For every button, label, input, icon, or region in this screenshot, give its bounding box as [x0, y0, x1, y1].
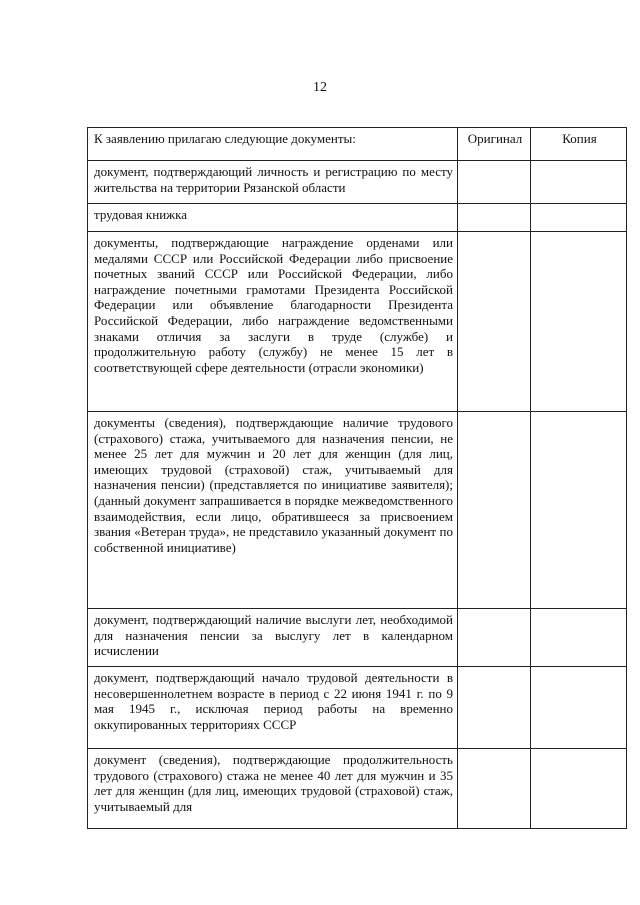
header-original: Оригинал	[458, 128, 531, 161]
page-number: 12	[313, 80, 327, 95]
copy-checkbox-cell[interactable]	[531, 232, 627, 412]
original-checkbox-cell[interactable]	[458, 609, 531, 667]
table-row	[88, 667, 627, 749]
document-description: трудовая книжка	[88, 204, 458, 232]
original-checkbox-cell[interactable]	[458, 667, 531, 749]
table-row	[88, 412, 627, 609]
copy-checkbox-cell[interactable]	[531, 161, 627, 204]
table-row	[88, 749, 627, 829]
original-checkbox-cell[interactable]	[458, 412, 531, 609]
table-header-row	[88, 128, 627, 161]
documents-table	[87, 127, 627, 829]
copy-checkbox-cell[interactable]	[531, 204, 627, 232]
copy-checkbox-cell[interactable]	[531, 412, 627, 609]
document-description: документы (сведения), подтверждающие наличие трудового (страхового) стажа, учитываемого для назначения пенсии, не менее 25 лет для мужчин и 20 лет для женщин (для лиц, имеющих трудовой (страховой) стаж, учитываемый для назначения пенсии) (представляется по инициативе заявителя); (данный документ запрашивается в порядке межведомственного взаимодействия, если лицо, обратившееся за присвоением звания «Ветеран труда», не представило указанный документ по собственной инициативе)	[88, 412, 458, 609]
table-row	[88, 232, 627, 412]
original-checkbox-cell[interactable]	[458, 232, 531, 412]
original-checkbox-cell[interactable]	[458, 204, 531, 232]
table-row	[88, 161, 627, 204]
header-copy: Копия	[531, 128, 627, 161]
table-row	[88, 609, 627, 667]
document-description: документ (сведения), подтверждающие продолжительность трудового (страхового) стажа не менее 40 лет для мужчин и 35 лет для женщин (для лиц, имеющих трудовой (страховой) стаж, учитываемый для	[88, 749, 458, 829]
document-description: документ, подтверждающий начало трудовой деятельности в несовершеннолетнем возрасте в период с 22 июня 1941 г. по 9 мая 1945 г., исключая период работы на временно оккупированных территориях СССР	[88, 667, 458, 749]
original-checkbox-cell[interactable]	[458, 749, 531, 829]
document-description: документ, подтверждающий личность и регистрацию по месту жительства на территории Рязанской области	[88, 161, 458, 204]
document-description: документ, подтверждающий наличие выслуги лет, необходимой для назначения пенсии за выслугу лет в календарном исчислении	[88, 609, 458, 667]
table-row	[88, 204, 627, 232]
copy-checkbox-cell[interactable]	[531, 749, 627, 829]
header-documents: К заявлению прилагаю следующие документы:	[88, 128, 458, 161]
copy-checkbox-cell[interactable]	[531, 667, 627, 749]
document-description: документы, подтверждающие награждение орденами или медалями СССР или Российской Федерации либо присвоение почетных званий СССР или Российской Федерации, либо награждение почетными грамотами Президента Российской Федерации или объявление благодарности Президента Российской Федерации, либо награждение ведомственными знаками отличия за заслуги в труде (службе) и продолжительную работу (службу) не менее 15 лет в соответствующей сфере деятельности (отрасли экономики)	[88, 232, 458, 412]
copy-checkbox-cell[interactable]	[531, 609, 627, 667]
original-checkbox-cell[interactable]	[458, 161, 531, 204]
